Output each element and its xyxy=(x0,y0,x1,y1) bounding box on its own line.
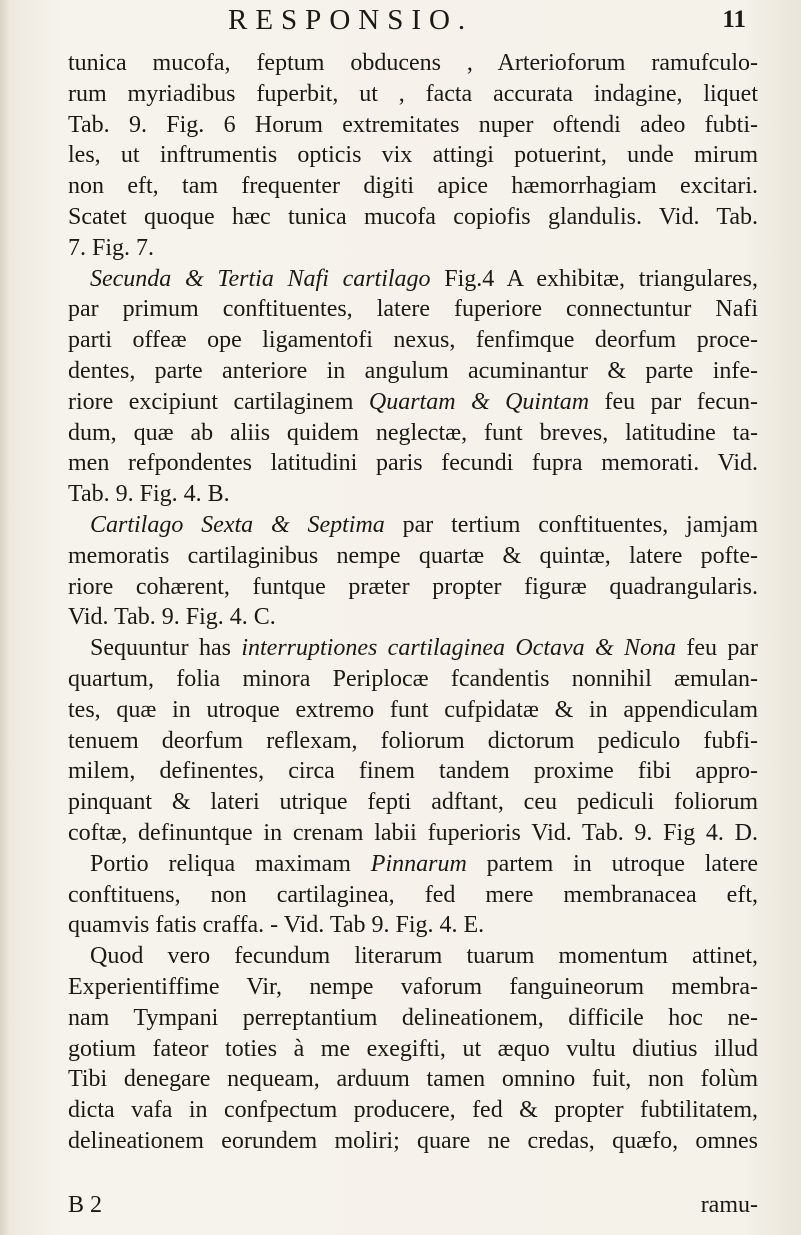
text-line xyxy=(68,325,758,356)
text-segment: quartum, folia minora Periplocæ fcandentis nonnihil æmulan- xyxy=(68,665,758,692)
text-line xyxy=(68,880,758,911)
text-segment: Tab. 9. Fig. 6 Horum extremitates nuper oftendi adeo fubti- xyxy=(68,111,758,138)
text-segment: par tertium conftituentes, jamjam xyxy=(384,511,758,538)
text-line xyxy=(68,572,758,603)
text-line xyxy=(68,910,758,941)
text-segment: pinquant & lateri utrique fepti adftant, ceu pediculi foliorum xyxy=(68,789,758,816)
text-segment: 7. Fig. 7. xyxy=(68,234,155,261)
text-segment: delineationem eorundem moliri; quare ne credas, quæfo, omnes xyxy=(68,1127,758,1154)
text-segment: milem, definentes, circa finem tandem proxime fibi appro- xyxy=(68,758,758,785)
running-head: RESPONSIO. xyxy=(228,4,474,36)
text-segment: dentes, parte anteriore in angulum acuminantur & parte infe- xyxy=(68,357,758,384)
text-segment: par primum conftituentes, latere fuperiore connectuntur Nafi xyxy=(68,296,758,323)
text-segment: Portio reliqua maximam xyxy=(90,850,371,877)
italic-term: interruptiones cartilaginea Octava & Nona xyxy=(241,635,677,662)
text-segment: dicta vafa in confpectum producere, fed & propter fubtilitatem, xyxy=(68,1097,758,1124)
text-segment: non eft, tam frequenter digiti apice hæmorrhagiam excitari. xyxy=(68,173,758,200)
text-segment: tes, quæ in utroque extremo funt cufpidatæ & in appendiculam xyxy=(68,696,758,723)
text-line xyxy=(68,264,758,295)
footer-line xyxy=(68,1190,758,1221)
text-segment: tunica mucofa, feptum obducens , Arterioforum ramufculo- xyxy=(68,50,758,76)
text-segment: men refpondentes latitudini paris fecundi fupra memorati. Vid. xyxy=(68,450,758,477)
text-line xyxy=(68,356,758,387)
text-segment: conftituens, non cartilaginea, fed mere membranacea eft, xyxy=(68,881,758,908)
text-line xyxy=(68,140,758,171)
text-line xyxy=(68,233,758,264)
text-segment: feu par fecun- xyxy=(589,388,758,415)
text-line xyxy=(68,1126,758,1157)
text-line xyxy=(68,1003,758,1034)
catchword: ramu- xyxy=(700,1192,758,1218)
italic-term: Secunda & Tertia Nafi cartilago xyxy=(90,265,431,292)
text-line xyxy=(68,202,758,233)
text-segment: riore cohærent, funtque præter propter figuræ quadrangularis. xyxy=(68,573,758,600)
text-line xyxy=(68,510,758,541)
text-segment: Tab. 9. Fig. 4. B. xyxy=(68,481,230,508)
text-segment: tenuem deorfum reflexam, foliorum dictorum pediculo fubfi- xyxy=(68,727,758,754)
text-line xyxy=(68,633,758,664)
text-line xyxy=(68,418,758,449)
text-line xyxy=(68,448,758,479)
body-text xyxy=(68,48,758,1157)
text-segment: quamvis fatis craffa. - Vid. Tab 9. Fig. 4. E. xyxy=(68,912,485,939)
page-number: 11 xyxy=(722,6,746,33)
text-line xyxy=(68,48,758,79)
text-segment: Quod vero fecundum literarum tuarum momentum attinet, xyxy=(90,943,758,970)
text-line xyxy=(68,541,758,572)
page-header xyxy=(140,2,746,42)
text-segment: feu par xyxy=(676,635,758,662)
text-segment: gotium fateor toties à me exegifti, ut æquo vultu diutius illud xyxy=(68,1035,758,1062)
text-segment: rum myriadibus fuperbit, ut , facta accurata indagine, liquet xyxy=(68,80,758,107)
text-segment: Vid. Tab. 9. Fig. 4. C. xyxy=(68,604,276,631)
text-line xyxy=(68,602,758,633)
text-line xyxy=(68,664,758,695)
text-line xyxy=(68,818,758,849)
text-line xyxy=(68,726,758,757)
text-segment: parti offeæ ope ligamentofi nexus, fenfimque deorfum proce- xyxy=(68,327,758,354)
text-line xyxy=(68,1095,758,1126)
text-line xyxy=(68,387,758,418)
text-line xyxy=(68,849,758,880)
text-segment: les, ut inftrumentis opticis vix attingi potuerint, unde mirum xyxy=(68,142,758,169)
text-line xyxy=(68,695,758,726)
text-line xyxy=(68,787,758,818)
text-line xyxy=(68,171,758,202)
italic-term: Cartilago Sexta & Septima xyxy=(90,511,385,538)
text-segment: Scatet quoque hæc tunica mucofa copiofis glandulis. Vid. Tab. xyxy=(68,203,758,230)
italic-term: Quartam & Quintam xyxy=(368,388,590,415)
text-line xyxy=(68,941,758,972)
page-footer xyxy=(68,1190,758,1221)
text-segment: Tibi denegare nequeam, arduum tamen omnino fuit, non folùm xyxy=(68,1066,758,1093)
text-segment: partem in utroque latere xyxy=(466,850,758,877)
text-line xyxy=(68,79,758,110)
text-line xyxy=(68,110,758,141)
text-segment: dum, quæ ab aliis quidem neglectæ, funt breves, latitudine ta- xyxy=(68,419,758,446)
text-line xyxy=(68,1064,758,1095)
text-segment: riore excipiunt cartilaginem xyxy=(68,388,369,415)
text-line xyxy=(68,479,758,510)
text-segment: memoratis cartilaginibus nempe quartæ & quintæ, latere pofte- xyxy=(68,542,758,569)
page-edge-shadow xyxy=(0,0,10,1235)
text-segment: Sequuntur has xyxy=(90,635,242,662)
text-line xyxy=(68,294,758,325)
text-segment: nam Tympani perreptantium delineationem, difficile hoc ne- xyxy=(68,1004,758,1031)
text-segment: Fig.4 A exhibitæ, triangulares, xyxy=(430,265,758,292)
signature-mark: B 2 xyxy=(68,1192,103,1218)
text-segment: coftæ, definuntque in crenam labii fuperioris Vid. Tab. 9. Fig 4. D. xyxy=(68,819,758,846)
italic-term: Pinnarum xyxy=(370,850,467,877)
text-line xyxy=(68,972,758,1003)
text-line xyxy=(68,756,758,787)
text-line xyxy=(68,1034,758,1065)
text-segment: Experientiffime Vir, nempe vaforum fanguineorum membra- xyxy=(68,973,758,1000)
